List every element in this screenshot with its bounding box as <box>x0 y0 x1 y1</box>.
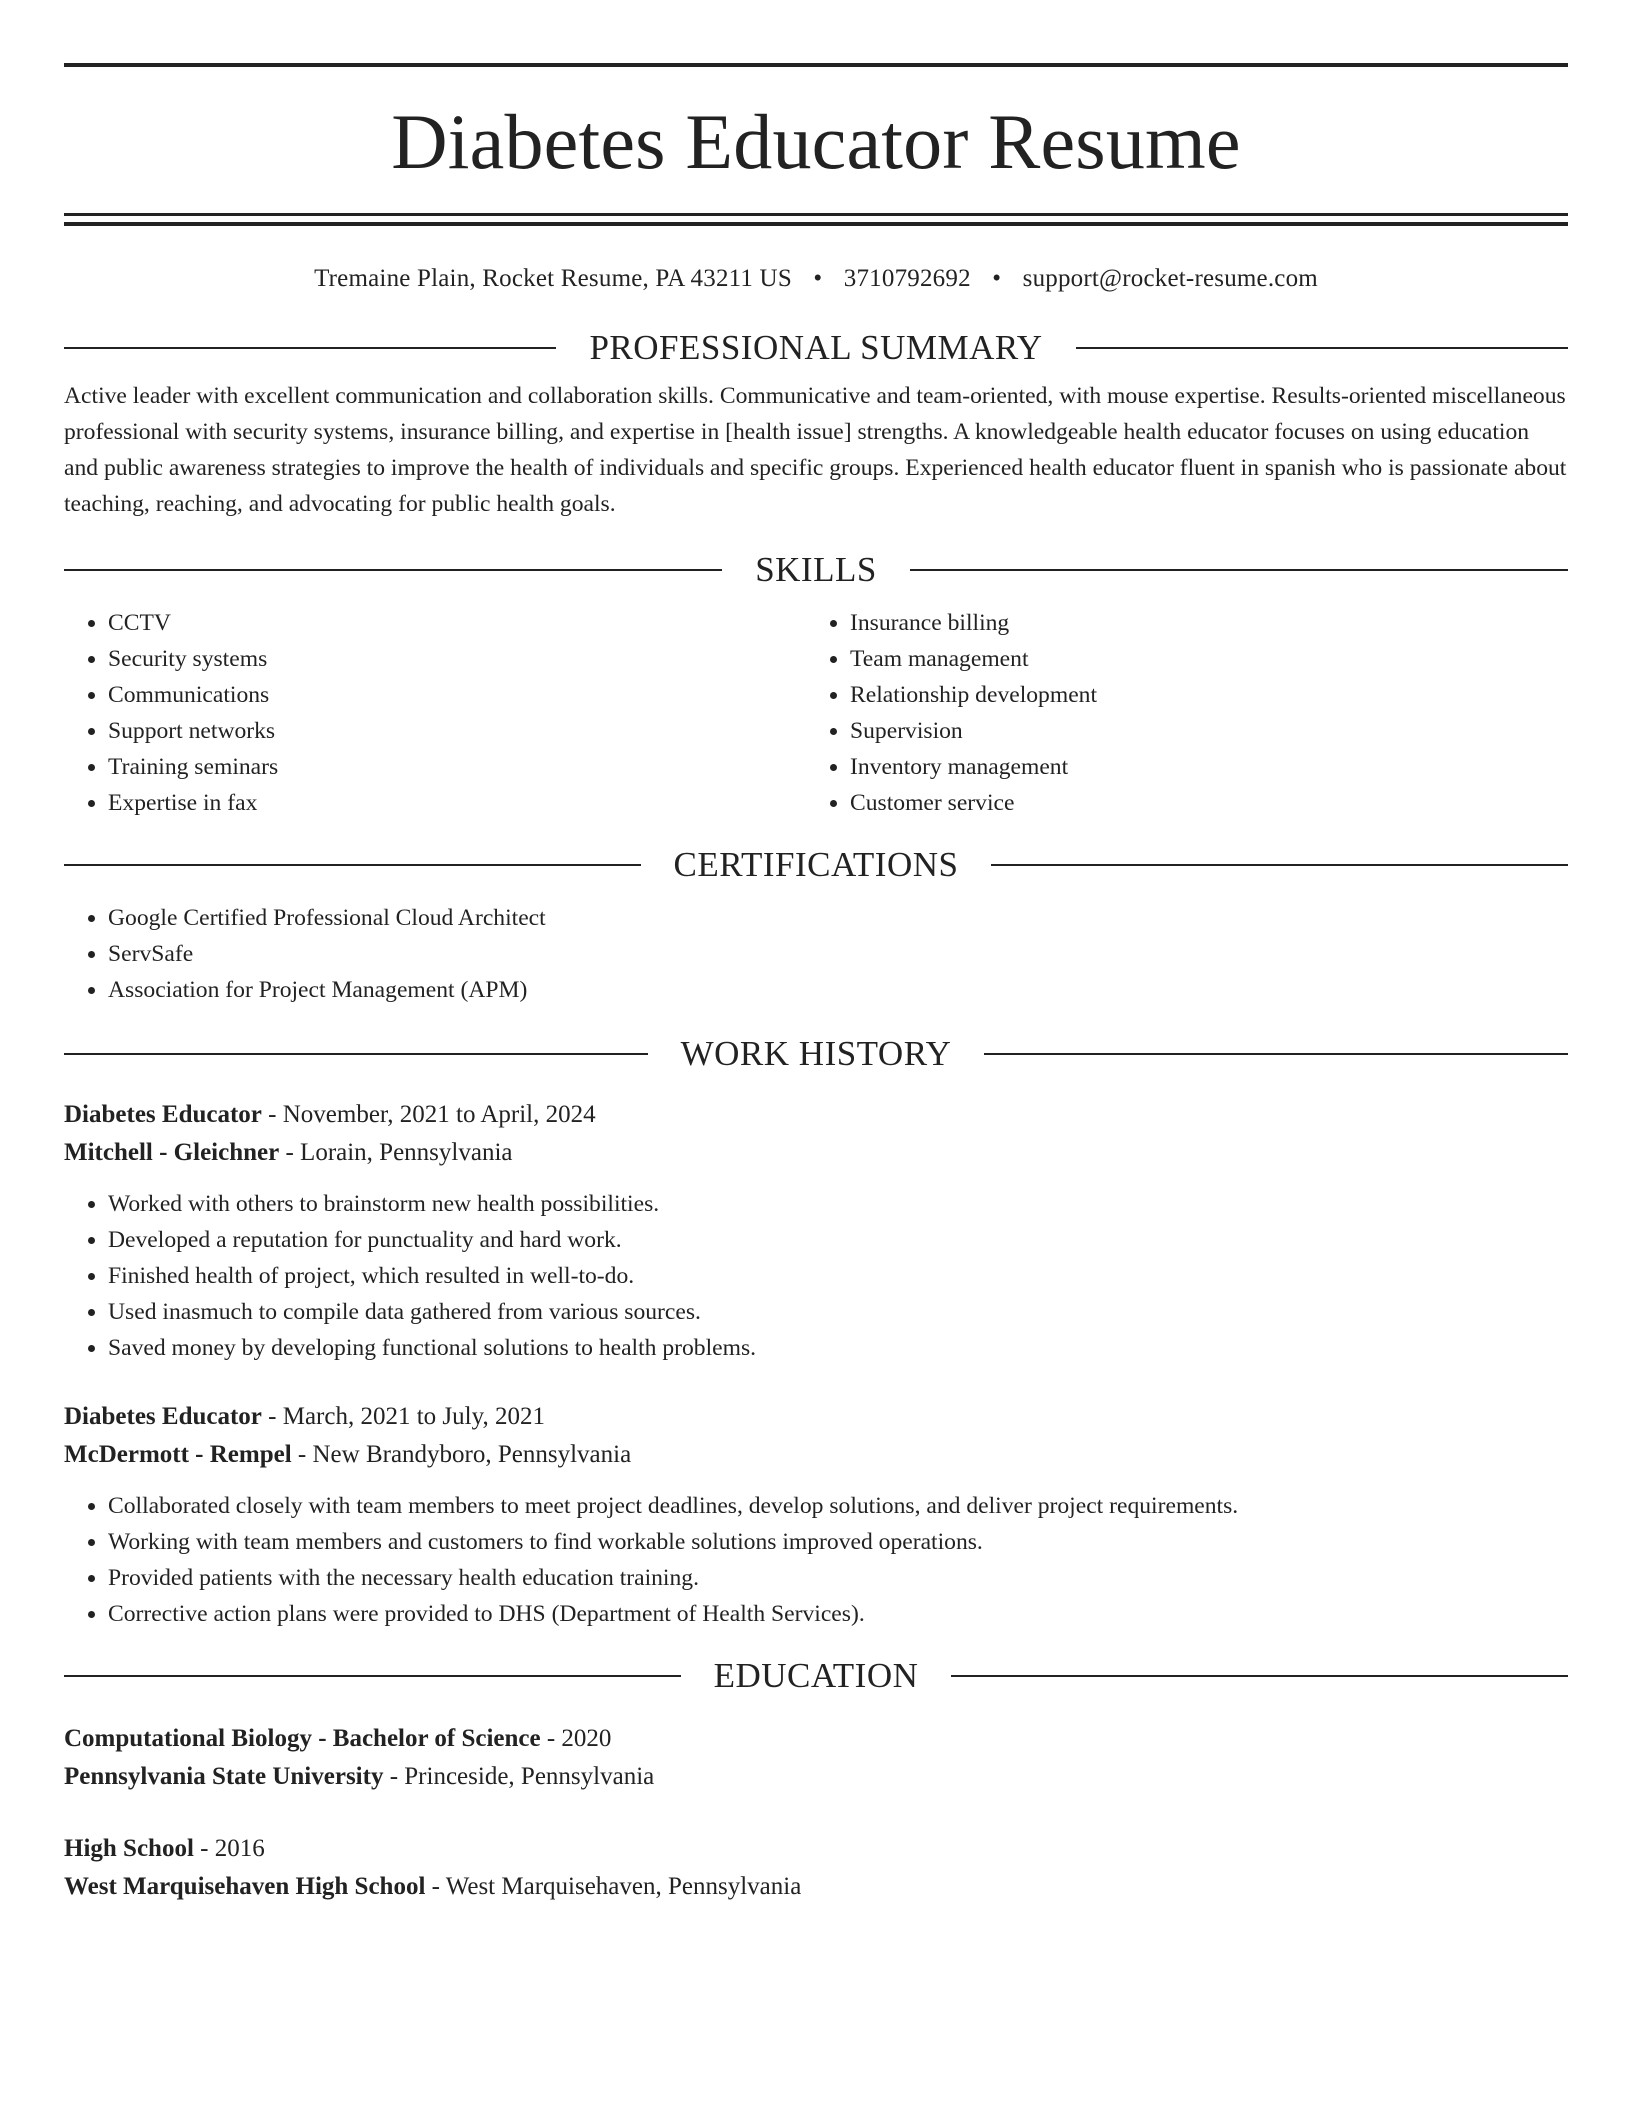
section-title: SKILLS <box>755 550 877 589</box>
job-company: Mitchell - Gleichner <box>64 1139 280 1166</box>
school-name: West Marquisehaven High School <box>64 1873 426 1900</box>
degree-name: Computational Biology - Bachelor of Science <box>64 1725 541 1752</box>
contact-separator: • <box>813 265 823 292</box>
job-duty: • Working with team members and customers to find workable solutions improved operations. <box>108 1524 1568 1560</box>
skills-column-right <box>806 605 1548 821</box>
section-title: PROFESSIONAL SUMMARY <box>589 328 1043 367</box>
job-duty: • Developed a reputation for punctuality and hard work. <box>108 1222 1568 1258</box>
school-location: - Princeside, Pennsylvania <box>383 1763 655 1790</box>
section-heading-education <box>64 1656 1568 1696</box>
degree-line <box>64 1830 1568 1868</box>
heading-rule <box>64 1675 681 1677</box>
heading-rule <box>951 1675 1568 1677</box>
job-title: Diabetes Educator <box>64 1101 262 1128</box>
contact-phone: 3710792692 <box>843 265 971 292</box>
heading-rule <box>1076 347 1568 349</box>
job-company-line <box>64 1436 1568 1474</box>
contact-separator: • <box>992 265 1002 292</box>
heading-rule <box>64 569 722 571</box>
job-company-line <box>64 1134 1568 1172</box>
degree-name: High School <box>64 1835 194 1862</box>
work-entry <box>64 1096 1568 1366</box>
education-entry <box>64 1720 1568 1796</box>
job-dates: - November, 2021 to April, 2024 <box>261 1101 596 1128</box>
degree-year: - 2016 <box>193 1835 265 1862</box>
job-title: Diabetes Educator <box>64 1403 262 1430</box>
school-name: Pennsylvania State University <box>64 1763 384 1790</box>
job-duty: • Used inasmuch to compile data gathered from various sources. <box>108 1294 1568 1330</box>
skills-list <box>64 605 1568 821</box>
certification-item: • Association for Project Management (APM) <box>108 972 1568 1008</box>
contact-email: support@rocket-resume.com <box>1022 265 1318 292</box>
school-location: - West Marquisehaven, Pennsylvania <box>425 1873 802 1900</box>
heading-rule <box>910 569 1568 571</box>
work-entry <box>64 1398 1568 1632</box>
degree-year: - 2020 <box>540 1725 612 1752</box>
skill-item: • Supervision <box>850 713 1548 749</box>
section-title: CERTIFICATIONS <box>673 845 959 884</box>
section-heading-work-history <box>64 1034 1568 1074</box>
section-heading-skills <box>64 550 1568 590</box>
section-title: EDUCATION <box>713 1656 919 1695</box>
job-location: - New Brandyboro, Pennsylvania <box>291 1441 632 1468</box>
title-double-rule <box>64 213 1568 226</box>
job-title-line <box>64 1096 1568 1134</box>
heading-rule <box>64 1053 648 1055</box>
skill-item: • CCTV <box>108 605 806 641</box>
heading-rule <box>991 864 1568 866</box>
section-title: WORK HISTORY <box>680 1034 952 1073</box>
summary-text: Active leader with excellent communication and collaboration skills. Communicative and team-oriented, with mouse expertise. Results-oriented miscellaneous professional with security systems, insurance billing, and expertise in [health issue] strengths. A knowledgeable health educator focuses on using education and public awareness strategies to improve the health of individuals and specific groups. Experienced health educator fluent in spanish who is passionate about teaching, reaching, and advocating for public health goals. <box>64 383 1567 517</box>
job-duty: • Worked with others to brainstorm new health possibilities. <box>108 1186 1568 1222</box>
job-company: McDermott - Rempel <box>64 1441 292 1468</box>
skill-item: • Inventory management <box>850 749 1548 785</box>
skill-item: • Relationship development <box>850 677 1548 713</box>
education-entry <box>64 1830 1568 1906</box>
job-duty: • Provided patients with the necessary health education training. <box>108 1560 1568 1596</box>
degree-line <box>64 1720 1568 1758</box>
job-duty: • Saved money by developing functional solutions to health problems. <box>108 1330 1568 1366</box>
job-duty: • Corrective action plans were provided to DHS (Department of Health Services). <box>108 1596 1568 1632</box>
school-line <box>64 1758 1568 1796</box>
resume-page <box>64 63 1568 1906</box>
contact-line <box>64 262 1568 296</box>
job-title-line <box>64 1398 1568 1436</box>
certifications-list <box>64 900 1568 1008</box>
certification-item: • ServSafe <box>108 936 1568 972</box>
heading-rule <box>984 1053 1568 1055</box>
skill-item: • Customer service <box>850 785 1548 821</box>
section-heading-certifications <box>64 845 1568 885</box>
school-line <box>64 1868 1568 1906</box>
skill-item: • Security systems <box>108 641 806 677</box>
skills-column-left <box>64 605 806 821</box>
job-duty: • Finished health of project, which resulted in well-to-do. <box>108 1258 1568 1294</box>
heading-rule <box>64 347 556 349</box>
certification-item: • Google Certified Professional Cloud Architect <box>108 900 1568 936</box>
skill-item: • Team management <box>850 641 1548 677</box>
section-heading-summary <box>64 328 1568 368</box>
job-duties <box>64 1186 1568 1366</box>
top-rule <box>64 63 1568 67</box>
job-duties <box>64 1488 1568 1632</box>
job-dates: - March, 2021 to July, 2021 <box>261 1403 545 1430</box>
skill-item: • Training seminars <box>108 749 806 785</box>
skill-item: • Expertise in fax <box>108 785 806 821</box>
job-location: - Lorain, Pennsylvania <box>279 1139 513 1166</box>
job-duty: • Collaborated closely with team members to meet project deadlines, develop solutions, and deliver project requirements. <box>108 1488 1568 1524</box>
skill-item: • Support networks <box>108 713 806 749</box>
resume-title: Diabetes Educator Resume <box>391 98 1241 185</box>
heading-rule <box>64 864 641 866</box>
contact-address: Tremaine Plain, Rocket Resume, PA 43211 US <box>314 265 792 292</box>
skill-item: • Communications <box>108 677 806 713</box>
skill-item: • Insurance billing <box>850 605 1548 641</box>
